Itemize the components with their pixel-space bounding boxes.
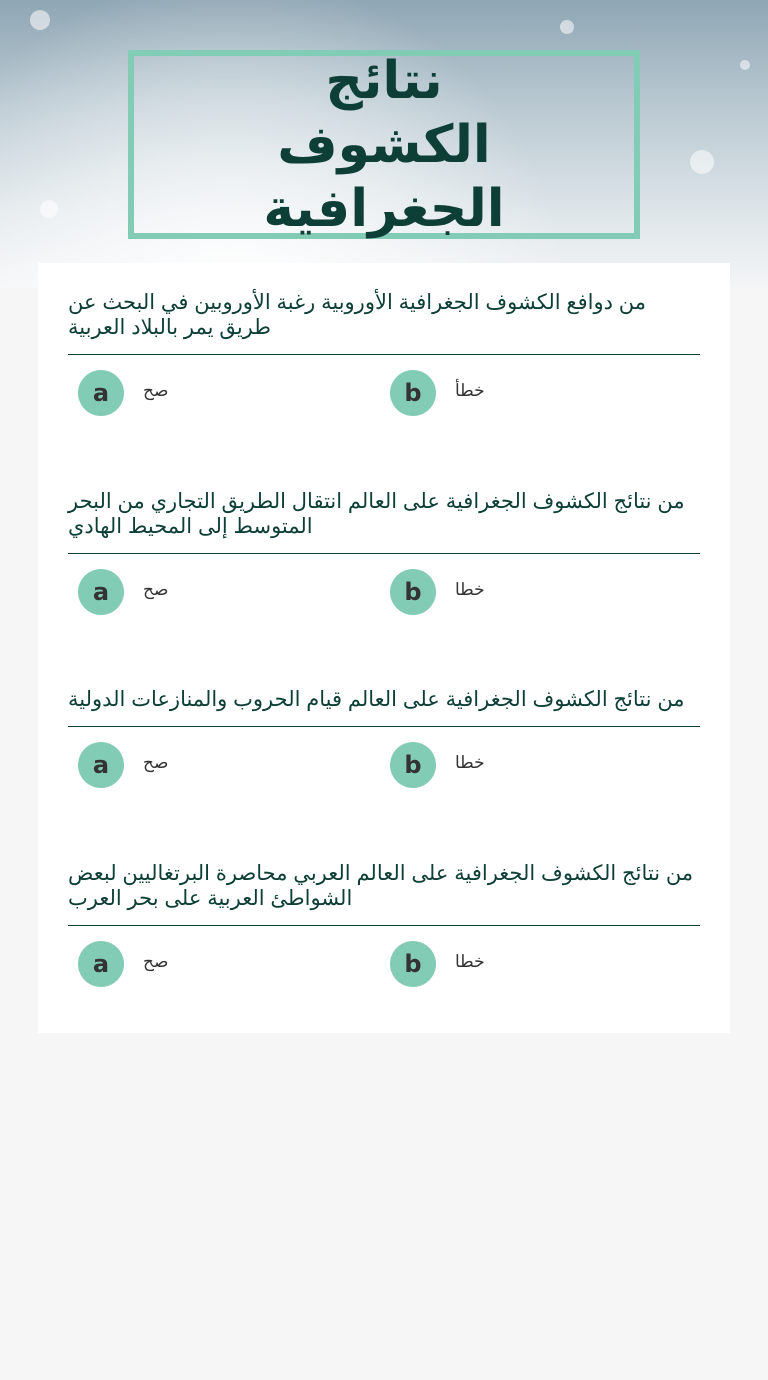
option-label: خطأ	[455, 381, 485, 400]
option-badge: b	[390, 941, 436, 987]
question	[68, 687, 700, 787]
option-badge: b	[390, 742, 436, 788]
header-banner	[0, 0, 768, 288]
option-badge: a	[78, 370, 124, 416]
option-label: خطا	[455, 753, 485, 772]
question-text: من نتائج الكشوف الجغرافية على العالم العربي محاصرة البرتغاليين لبعض الشواطئ العربية على بحر العرب	[68, 861, 700, 926]
option-label: صح	[143, 952, 169, 971]
option-label: صح	[143, 580, 169, 599]
title-frame	[128, 50, 640, 239]
option-badge: b	[390, 569, 436, 615]
option-badge: b	[390, 370, 436, 416]
option-a[interactable]	[78, 569, 168, 615]
option-label: خطا	[455, 952, 485, 971]
option-badge: a	[78, 941, 124, 987]
quiz-card	[38, 263, 730, 1033]
option-b[interactable]	[390, 941, 485, 987]
option-label: خطا	[455, 580, 485, 599]
option-label: صح	[143, 381, 169, 400]
option-b[interactable]	[390, 370, 485, 416]
question	[68, 290, 700, 415]
question-text: من دوافع الكشوف الجغرافية الأوروبية رغبة الأوروبين في البحث عن طريق يمر بالبلاد العربية	[68, 290, 700, 355]
question	[68, 861, 700, 986]
question-text: من نتائج الكشوف الجغرافية على العالم انتقال الطريق التجاري من البحر المتوسط إلى المحيط الهادي	[68, 489, 700, 554]
option-badge: a	[78, 569, 124, 615]
question-text: من نتائج الكشوف الجغرافية على العالم قيام الحروب والمنازعات الدولية	[68, 687, 700, 727]
option-b[interactable]	[390, 569, 485, 615]
question	[68, 489, 700, 614]
option-b[interactable]	[390, 742, 485, 788]
option-a[interactable]	[78, 742, 168, 788]
option-label: صح	[143, 753, 169, 772]
option-a[interactable]	[78, 941, 168, 987]
page-title: نتائج الكشوف الجغرافية	[263, 50, 505, 239]
option-badge: a	[78, 742, 124, 788]
option-a[interactable]	[78, 370, 168, 416]
